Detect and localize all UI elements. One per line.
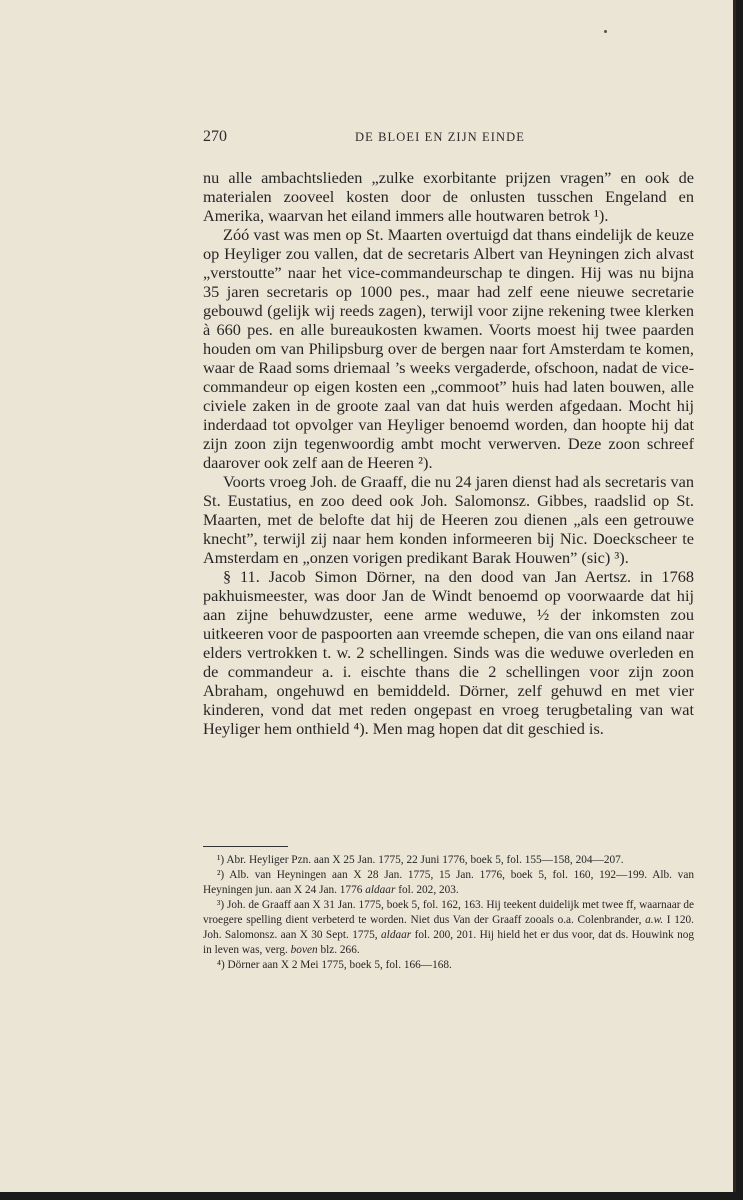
footnote-3: ³) Joh. de Graaff aan X 31 Jan. 1775, boek 5, fol. 162, 163. Hij teekent duidelijk met twee ff, waarnaar de vroegere spelling dient verbeterd te worden. Niet dus Van der Graaff zooals o.a. Colenbrander, a.w. I 120. Joh. Salomonsz. aan X 30 Sept. 1775, aldaar fol. 200, 201. Hij hield het er dus voor, dat ds. Houwink nog in leven was, verg. boven blz. 266. xyxy=(203,899,695,956)
running-title: DE BLOEI EN ZIJN EINDE xyxy=(355,130,526,144)
page-number: 270 xyxy=(203,128,227,145)
footnote-divider xyxy=(203,846,288,847)
paragraph-4: § 11. Jacob Simon Dörner, na den dood van Jan Aertsz. in 1768 pakhuismeester, was door Jan de Windt benoemd op voorwaarde dat hij aan zijne behuwdzuster, eene arme weduwe, ½ der inkomsten zou uitkeeren voor de paspoorten aan vreemde schepen, die van ons eiland naar elders vertrokken t. w. 2 schellingen. Sinds was die weduwe overleden en de commandeur a. i. eischte thans die 2 schellingen voor zijn zoon Abraham, ongehuwd en bemiddeld. Dörner, zelf gehuwd en met vier kinderen, vond dat met reden ongepast en vroeg terugbetaling van wat Heyliger hem onthield ⁴). Men mag hopen dat dit geschied is. xyxy=(203,567,694,738)
body-text xyxy=(203,168,694,738)
footnote-1: ¹) Abr. Heyliger Pzn. aan X 25 Jan. 1775, 22 Juni 1776, boek 5, fol. 155—158, 204—207. xyxy=(217,854,624,866)
paragraph-2: Zóó vast was men op St. Maarten overtuigd dat thans eindelijk de keuze op Heyliger zou vallen, dat de secretaris Albert van Heyningen zich alvast „verstoutte” naar het vice-commandeurschap te dingen. Hij was nu bijna 35 jaren secretaris op 1000 pes., maar had zelf eene nieuwe secretarie gebouwd (gelijk wij reeds zagen), terwijl voor zijne rekening twee klerken à 660 pes. en alle bureaukosten kwamen. Voorts moest hij twee paarden houden om van Philipsburg over de bergen naar fort Amsterdam te komen, waar de Raad soms driemaal ’s weeks vergaderde, ofschoon, nadat de vice-commandeur op eigen kosten een „commoot” huis had laten bouwen, alle civiele zaken in de groote zaal van dat huis werden afgedaan. Mocht hij inderdaad tot opvolger van Heyliger benoemd worden, dan hoopte hij dat zijn zoon zijn tegenwoordig ambt mocht verwerven. Deze zoon schreef daarover ook zelf aan de Heeren ²). xyxy=(203,225,694,472)
footnote-4: ⁴) Dörner aan X 2 Mei 1775, boek 5, fol. 166—168. xyxy=(217,959,452,971)
speck xyxy=(604,30,607,33)
paragraph-3: Voorts vroeg Joh. de Graaff, die nu 24 jaren dienst had als secretaris van St. Eustatius, en zoo deed ook Joh. Salomonsz. Gibbes, raadslid op St. Maarten, met de belofte dat hij de Heeren zou dienen „als een getrouwe knecht”, terwijl zij naar hem konden informeeren bij Nic. Doeckscheer te Amsterdam en „onzen vorigen predikant Barak Houwen” (sic) ³). xyxy=(203,472,694,567)
footnotes xyxy=(203,853,694,973)
footnote-2: ²) Alb. van Heyningen aan X 28 Jan. 1775, 15 Jan. 1776, boek 5, fol. 160, 192—199. Alb. van Heyningen jun. aan X 24 Jan. 1776 aldaar fol. 202, 203. xyxy=(203,869,694,896)
paragraph-1: nu alle ambachtslieden „zulke exorbitante prijzen vragen” en ook de materialen zooveel kosten door de onlusten tusschen Engeland en Amerika, waarvan het eiland immers alle houtwaren betrok ¹). xyxy=(203,168,694,225)
